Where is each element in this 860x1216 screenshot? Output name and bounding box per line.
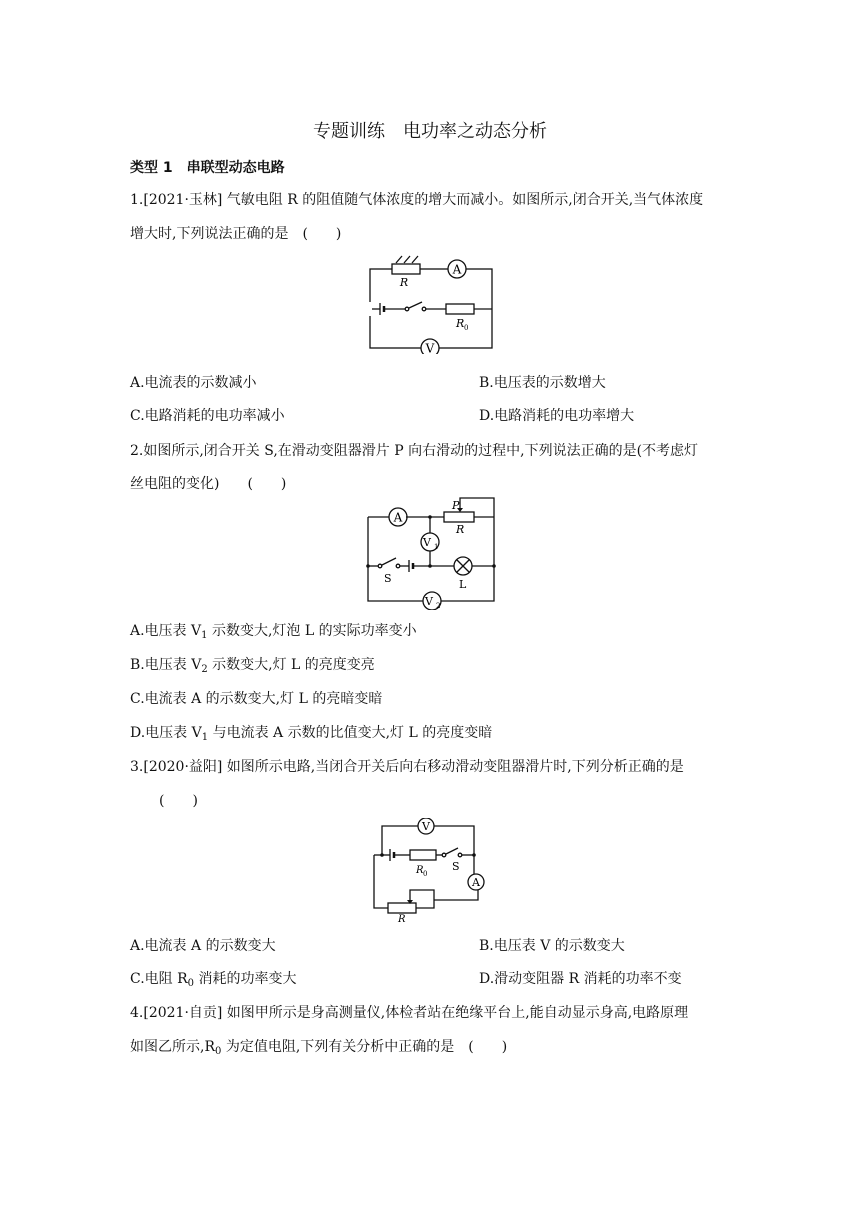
rheostat-label: R — [398, 914, 406, 924]
q3-option-a[interactable]: A.电流表 A 的示数变大 — [130, 938, 276, 954]
q2-stem-line1: 2.如图所示,闭合开关 S,在滑动变阻器滑片 P 向右滑动的过程中,下列说法正确的是(不考虑灯 — [130, 443, 699, 459]
q3-option-b[interactable]: B.电压表 V 的示数变大 — [479, 938, 625, 954]
q1-option-c[interactable]: C.电路消耗的电功率减小 — [130, 408, 285, 424]
q3-option-d[interactable]: D.滑动变阻器 R 消耗的功率不变 — [479, 971, 682, 987]
q3-stem-line1: 3.[2020·益阳] 如图所示电路,当闭合开关后向右移动滑动变阻器滑片时,下列分析正确的是 — [130, 759, 684, 775]
r0-label: R — [456, 317, 465, 330]
q1-stem-line2: 增大时,下列说法正确的是 ( ) — [130, 226, 342, 242]
lamp-label: L — [459, 578, 467, 591]
page-title: 专题训练 电功率之动态分析 — [313, 121, 547, 142]
svg-text:0: 0 — [423, 870, 428, 878]
q2-option-b[interactable]: B.电压表 $V_2$ 示数变大,灯 L 的亮度变亮 — [130, 657, 375, 675]
q3-circuit-figure — [370, 818, 492, 924]
switch-label: S — [384, 572, 392, 585]
svg-text:0: 0 — [464, 324, 469, 332]
q1-option-b[interactable]: B.电压表的示数增大 — [479, 375, 606, 391]
q2-option-a[interactable]: A.电压表 $V_1$ 示数变大,灯泡 L 的实际功率变小 — [130, 623, 417, 641]
q4-stem-line1: 4.[2021·自贡] 如图甲所示是身高测量仪,体检者站在绝缘平台上,能自动显示身高,电路原理 — [130, 1005, 689, 1021]
v1-label: V — [423, 536, 431, 549]
q3-option-c[interactable]: C.电阻 $R_0$ 消耗的功率变大 — [130, 971, 297, 989]
r0-label: R — [416, 865, 424, 876]
rheostat-label: R — [456, 523, 465, 536]
voltmeter-label: V — [422, 820, 430, 833]
q3-stem-line2: ( ) — [159, 793, 198, 809]
slider-label: P — [452, 499, 460, 512]
q2-option-d[interactable]: D.电压表 $V_1$ 与电流表 A 示数的比值变大,灯 L 的亮度变暗 — [130, 725, 493, 743]
q4-stem-line2: 如图乙所示$,R_0$ 为定值电阻,下列有关分析中正确的是 ( ) — [130, 1039, 508, 1057]
q1-stem-line1: 1.[2021·玉林] 气敏电阻 R 的阻值随气体浓度的增大而减小。如图所示,闭合开关,当气体浓度 — [130, 192, 704, 208]
q2-option-c[interactable]: C.电流表 A 的示数变大,灯 L 的亮暗变暗 — [130, 691, 383, 707]
svg-text:1: 1 — [434, 543, 439, 551]
v2-label: V — [425, 595, 433, 608]
q1-option-a[interactable]: A.电流表的示数减小 — [130, 375, 257, 391]
voltmeter-label: V — [425, 341, 435, 354]
q1-option-d[interactable]: D.电路消耗的电功率增大 — [479, 408, 635, 424]
q1-circuit-figure — [360, 252, 500, 354]
ammeter-label: A — [452, 262, 462, 277]
section-heading: 类型 1 串联型动态电路 — [130, 160, 285, 176]
q2-circuit-figure — [360, 494, 502, 610]
ammeter-label: A — [393, 510, 403, 525]
svg-text:2: 2 — [436, 602, 441, 610]
q2-stem-line2: 丝电阻的变化) ( ) — [130, 476, 287, 492]
switch-label: S — [452, 860, 460, 873]
ammeter-label: A — [472, 876, 480, 889]
resistor-label: R — [399, 276, 409, 289]
